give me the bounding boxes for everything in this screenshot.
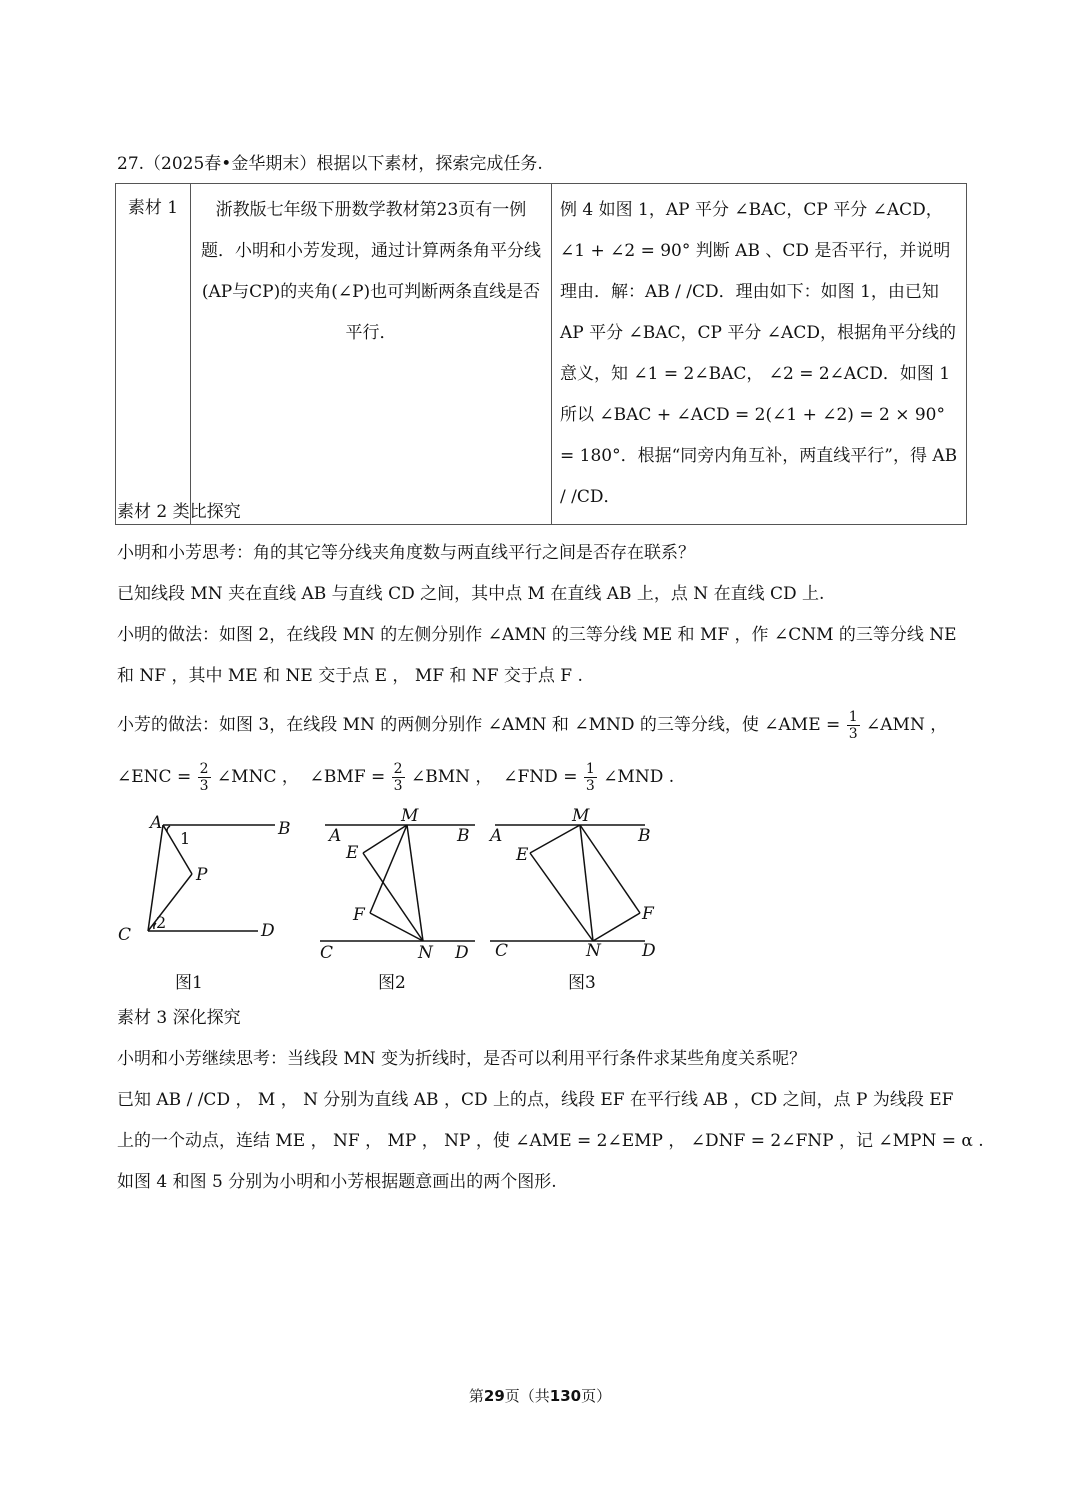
eq-enc: ∠ENC = xyxy=(117,767,192,787)
material2-line3: 小明的做法：如图 2，在线段 MN 的左侧分别作 ∠AMN 的三等分线 ME 和 MF ，作 ∠CNM 的三等分线 NE xyxy=(117,625,957,645)
material3-line2: 已知 AB / /CD ， M ， N 分别为直线 AB ，CD 上的点，线段 EF 在平行线 AB ，CD 之间，点 P 为线段 EF xyxy=(117,1090,954,1110)
fig1-label-c: C xyxy=(118,925,132,945)
fig1-caption: 图1 xyxy=(175,973,203,993)
fig2-label-b: B xyxy=(457,826,470,846)
footer-post: 页） xyxy=(581,1387,612,1405)
eq-bmf-end: ∠BMN ， xyxy=(411,767,493,787)
problem-header: 27.（2025春•金华期末）根据以下素材，探索完成任务. xyxy=(117,154,543,174)
eq-fnd: ∠FND = xyxy=(503,767,578,787)
material3-title: 素材 3 深化探究 xyxy=(117,1008,241,1028)
material2-line5 xyxy=(117,705,967,745)
fig2-label-e: E xyxy=(346,843,359,863)
fig1-angle-1: 1 xyxy=(180,829,191,848)
fig3-label-f: F xyxy=(642,904,654,924)
fig1-label-b: B xyxy=(278,819,291,839)
fraction-two-thirds-b: $\frac{2}{3}$ xyxy=(393,761,403,794)
material1-label: 素材 1 xyxy=(116,184,191,525)
fig3-label-d: D xyxy=(642,941,656,961)
fraction-one-third: $\frac{1}{3}$ xyxy=(848,709,858,742)
fig3-label-e: E xyxy=(516,845,529,865)
fig3-label-c: C xyxy=(495,941,509,961)
geometry-figures xyxy=(110,808,670,998)
footer-pre: 第 xyxy=(468,1387,484,1405)
eq-fnd-end: ∠MND . xyxy=(603,767,675,787)
material1-example-text: 例 4 如图 1，AP 平分 ∠BAC，CP 平分 ∠ACD，∠1 + ∠2 = 90° 判断 AB 、CD 是否平行，并说明理由．解：AB / /CD．理由如下：如图 1，由已知 AP 平分 ∠BAC，CP 平分 ∠ACD，根据角平分线的意义，知 ∠1 = 2∠BAC， ∠2 = 2∠ACD．如图 1 所以 ∠BAC + ∠ACD = 2(∠1 + ∠2) = 2 × 90° = 180°．根据“同旁内角互补，两直线平行”，得 AB / /CD． xyxy=(552,184,967,525)
material2-line4: 和 NF ，其中 ME 和 NE 交于点 E ， MF 和 NF 交于点 F . xyxy=(117,666,583,686)
fig3-label-n: N xyxy=(586,941,601,961)
material3-line4: 如图 4 和图 5 分别为小明和小芳根据题意画出的两个图形. xyxy=(117,1172,557,1192)
fig1-label-p: P xyxy=(196,865,208,885)
fig2-label-f: F xyxy=(353,905,365,925)
fig3-label-m: M xyxy=(572,808,590,826)
fig1-label-a: A xyxy=(150,813,163,833)
fig1-angle-2: 2 xyxy=(156,913,167,932)
footer-total-pages: 130 xyxy=(549,1387,582,1405)
fraction-two-thirds-a: $\frac{2}{3}$ xyxy=(199,761,209,794)
line5-text: 小芳的做法：如图 3，在线段 MN 的两侧分别作 ∠AMN 和 ∠MND 的三等分线，使 ∠AME = xyxy=(117,715,841,735)
footer-mid: 页（共 xyxy=(504,1387,550,1405)
material2-line2: 已知线段 MN 夹在直线 AB 与直线 CD 之间，其中点 M 在直线 AB 上，点 N 在直线 CD 上. xyxy=(117,584,825,604)
material1-table xyxy=(115,183,967,525)
page-footer xyxy=(0,1385,1080,1406)
fig1-label-d: D xyxy=(261,921,275,941)
fig3-caption: 图3 xyxy=(568,973,596,993)
material2-equations xyxy=(117,757,967,797)
material1-middle-text: 浙教版七年级下册数学教材第23页有一例题．小明和小芳发现，通过计算两条角平分线(AP与CP)的夹角(∠P)也可判断两条直线是否平行． xyxy=(191,184,552,525)
fig2-label-d: D xyxy=(455,943,469,963)
line5-end: ∠AMN ， xyxy=(866,715,948,735)
eq-bmf: ∠BMF = xyxy=(309,767,386,787)
material2-line1: 小明和小芳思考：角的其它等分线夹角度数与两直线平行之间是否存在联系？ xyxy=(117,543,695,563)
footer-page-number: 29 xyxy=(483,1387,505,1405)
fig3-label-a: A xyxy=(490,826,503,846)
fig2-label-a: A xyxy=(329,826,342,846)
fig2-caption: 图2 xyxy=(378,973,406,993)
fig2-label-n: N xyxy=(418,943,433,963)
fig2-label-m: M xyxy=(401,808,419,826)
material3-line1: 小明和小芳继续思考：当线段 MN 变为折线时，是否可以利用平行条件求某些角度关系呢？ xyxy=(117,1049,807,1069)
material2-title: 素材 2 类比探究 xyxy=(117,502,241,522)
material3-line3: 上的一个动点，连结 ME ， NF ， MP ， NP ，使 ∠AME = 2∠EMP ， ∠DNF = 2∠FNP ，记 ∠MPN = α . xyxy=(117,1131,984,1151)
fig3-label-b: B xyxy=(638,826,651,846)
eq-enc-end: ∠MNC ， xyxy=(216,767,299,787)
fig2-label-c: C xyxy=(320,943,334,963)
fraction-one-third-b: $\frac{1}{3}$ xyxy=(585,761,595,794)
